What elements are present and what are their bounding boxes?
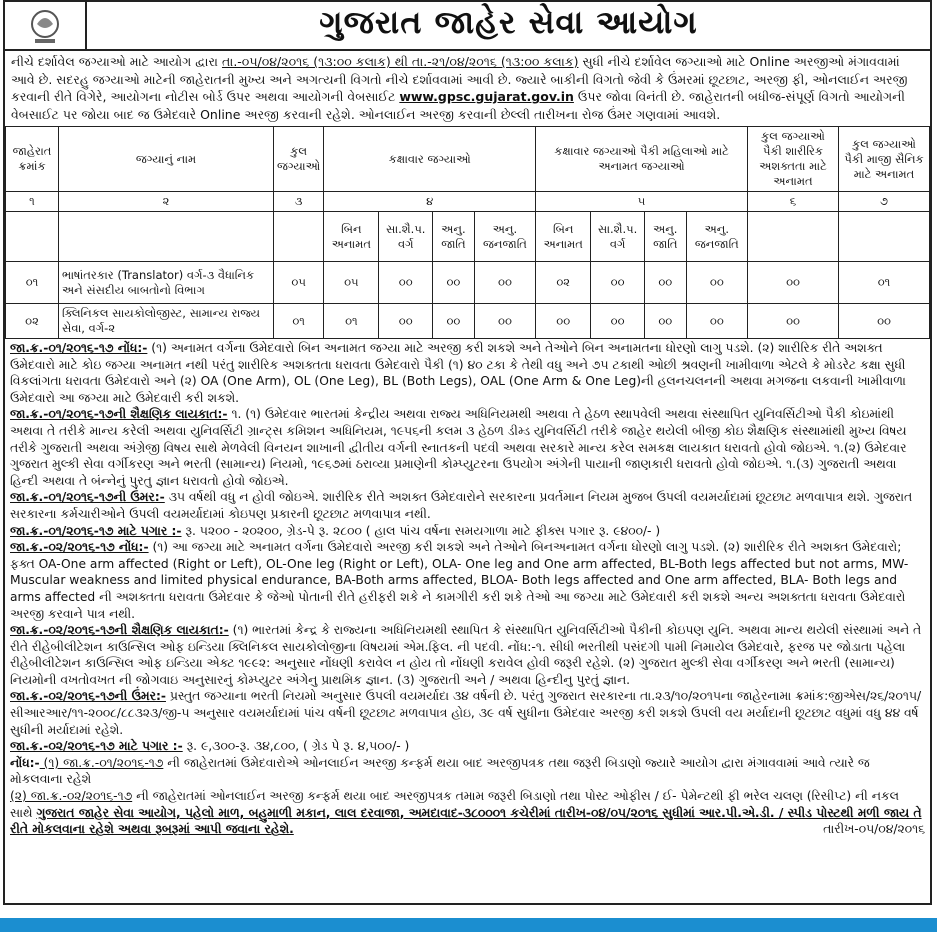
note-text: ની જાહેરાતમાં ઓનલાઈન અરજી કન્ફર્મ થયા બાદ અરજીપત્રક તમામ જરૂરી બિડાણો તથા પોસ્ટ ઓફીસ / ઈ- પેમેન્ટથી ફી ભરેલ ચલણ (રિસીપ્ટ) ની નકલ સાથે: [10, 789, 899, 820]
cell-value: ૦૨: [536, 262, 591, 304]
note-label: નોંધ:-: [10, 755, 40, 770]
subheader-row: [6, 212, 930, 262]
note-label: જા.ક્ર.-૦૨/૨૦૧૬-૧૭ની શૈક્ષણિક લાયકાત:-: [10, 623, 229, 638]
cell-post-name: ક્લિનિકલ સાયકોલોજીસ્ટ, સામાન્ય રાજ્ય સેવા, વર્ગ-૨: [59, 304, 274, 339]
cell-value: ૦૦: [748, 262, 839, 304]
note-label: જા.ક્ર.-૦૧/૨૦૧૬-૧૭ની ઉંમર:-: [10, 490, 165, 505]
note-text: રૂ. ૫૨૦૦ - ૨૦૨૦૦, ગ્રેડ-પે રૂ. ૨૮૦૦ ( હાલ પાંચ વર્ષના સમયગાળા માટે ફીક્સ પગાર રૂ. ૯૪૦૦/- ): [181, 523, 661, 538]
column-number-row: [6, 192, 930, 212]
cell-value: ૦૦: [686, 304, 747, 339]
column-number: ૧: [6, 192, 59, 212]
website-link[interactable]: www.gpsc.gujarat.gov.in: [399, 89, 574, 104]
note-text: (૧) અનામત વર્ગના ઉમેદવારો બિન અનામત જગ્યા માટે અરજી કરી શકશે અને તેઓને બિન અનામતના ધોરણો લાગુ પડશે. (૨) શારીરિક રીતે અશક્ત ઉમેદવારો માટે કોઇ જગ્યા અનામત નથી પરંતુ શારીરિક અશક્તતા ધરાવતા ઉમેદવારો પૈકી (૧) ૪૦ ટકા કે તેથી વધુ અને ૭૫ ટકાથી ઓછી શ્રવણની ખામીવાળા એટલે કે મોડરેટ કક્ષા સુધી વિકલાંગતા ધરાવતા ઉમેદવારો અને (૨) OA (One Arm), OL (One Leg), BL (Both Legs), OAL (One Arm & One Leg)ની હલનચલનની અથવા મગજના લકવાની ખામીવાળા ઉમેદવારો આ જગ્યા માટે ઉમેદવારી કરી શકશે.: [10, 341, 906, 405]
cell-value: ૦૦: [474, 262, 535, 304]
cell-post-name: ભાષાંતરકાર (Translator) વર્ગ-૩ વૈધાનિક અને સંસદીય બાબતોનો વિભાગ: [59, 262, 274, 304]
note-label: જા.ક્ર.-૦૧/૨૦૧૬-૧૭ નોંધ:-: [10, 341, 148, 355]
cell-value: ૦૦: [686, 262, 747, 304]
gpsc-logo: [5, 2, 87, 49]
note-label: જા.ક્ર.-૦૨/૨૦૧૬-૧૭ નોંધ:-: [10, 540, 149, 555]
table-row: [6, 262, 930, 304]
subheader-cell: સા.શૈ.પ. વર્ગ: [591, 212, 645, 262]
header: [5, 2, 930, 51]
page-title: ગુજરાત જાહેર સેવા આયોગ: [319, 3, 698, 41]
cell-value: ૦૦: [748, 304, 839, 339]
note-text: ૧. (૧) ઉમેદવાર ભારતમાં કેન્દ્રીય અથવા રાજ્ય અધિનિયમથી અથવા તે હેઠળ સ્થાપવેલી અથવા સંસ્થાપિત યુનિવર્સિટીઓ પૈકી કોઇમાંથી અથવા તે તરીકે માન્ય કરેલી અથવા યુનિવર્સિટી ગ્રાન્ટ્સ કમિશન અધિનિયમ, ૧૯૫૬ની કલમ ૩ હેઠળ ડીમ્ડ યુનિવર્સિટી તરીકે જાહેર થયેલી બીજી કોઇ શૈક્ષણિક સંસ્થામાંથી મુખ્ય વિષય તરીકે ગુજરાતી અથવા અંગ્રેજી વિષય સાથે મેળવેલી વિનયન શાખાની દ્વીતીય વર્ગની સ્નાતકની પદવી અથવા સરકારે માન્ય કરેલ સમકક્ષ લાયકાત ધરાવતો હોવો જોઇએ. ૧.(૨) ઉમેદવાર ગુજરાત મુલ્કી સેવા વર્ગીકરણ અને ભરતી (સામાન્ય) નિયમો, ૧૯૬૭માં ઠરાવ્યા પ્રમાણેની કોમ્પ્યુટરના ઉપયોગ અંગેની પાયાની જાણકારી ધરાવતો હોવો જોઇએ. ૧.(૩) ગુજરાતી અથવા હિન્દી અથવા તે બંન્નેનું પુરતુ જ્ઞાન ધરાવતો હોવો જોઇએ.: [10, 407, 907, 488]
header-cell: કુલ જગ્યાઓ: [274, 127, 324, 192]
column-number: ૬: [748, 192, 839, 212]
subheader-cell: સા.શૈ.પ. વર્ગ: [379, 212, 433, 262]
header-cell: કુલ જગ્યાઓ પૈકી શારીરિક અશક્તતા માટે અનામત: [748, 127, 839, 192]
cell-value: ૦૦: [591, 262, 645, 304]
cell-value: ૦૦: [433, 304, 475, 339]
table-header-row: [6, 127, 930, 192]
header-cell: જગ્યાનું નામ: [59, 127, 274, 192]
cell-value: ૦૦: [644, 304, 686, 339]
note-text: ૩૫ વર્ષથી વધુ ન હોવી જોઇએ. શારીરિક રીતે અશક્ત ઉમેદવારોને સરકારના પ્રવર્તમાન નિયમ મુજબ ઉપલી વયમર્યાદામાં છૂટછાટ મળવાપાત્ર થશે. ગુજરાત સરકારના કર્મચારીઓને ઉપલી વયમર્યાદામાં કોઇપણ પ્રકારની છૂટછાટ મળવાપાત્ર નથી.: [10, 490, 913, 521]
note-ref: (૨) જા.ક્ર.-૦૨/૨૦૧૬-૧૭: [10, 789, 133, 804]
vacancy-table: [5, 126, 930, 339]
emblem-icon: [25, 6, 65, 46]
footer-note-2: [10, 788, 925, 838]
cell-value: ૦૧: [839, 262, 930, 304]
cell-value: ૦૦: [474, 304, 535, 339]
office-address: ગુજરાત જાહેર સેવા આયોગ, પહેલો માળ, બહુમાળી મકાન, લાલ દરવાજા, અમદાવાદ-૩૮૦૦૦૧ કચેરીમાં તારીખ-૦૪/૦૫/૨૦૧૬ સુધીમાં આર.પી.એ.ડી. / સ્પીડ પોસ્ટથી મળી જાય તે રીતે મોકલવાના રહેશે અથવા રૂબરૂમાં આપી જવાના રહેશે.: [10, 805, 922, 837]
publish-date: તારીખ-૦૫/૦૪/૨૦૧૬: [823, 822, 925, 837]
cell-total: ૦૧: [274, 304, 324, 339]
note-label: જા.ક્ર.-૦૧/૨૦૧૬-૧૭ની શૈક્ષણિક લાયકાત:-: [10, 407, 228, 422]
note-paragraph: [10, 406, 925, 489]
column-number: ૩: [274, 192, 324, 212]
subheader-cell: અનુ. જાતિ: [433, 212, 475, 262]
cell-value: ૦૧: [324, 304, 379, 339]
bottom-bar: [0, 918, 937, 932]
header-cell: કક્ષાવાર જગ્યાઓ પૈકી મહિલાઓ માટે અનામત જગ્યાઓ: [536, 127, 748, 192]
subheader-cell: બિન અનામત: [536, 212, 591, 262]
cell-total: ૦૫: [274, 262, 324, 304]
cell-value: ૦૦: [591, 304, 645, 339]
note-text: ની જાહેરાતમાં ઉમેદવારોએ ઓનલાઈન અરજી કન્ફર્મ થયા બાદ અરજીપત્રક તથા જરૂરી બિડાણો જ્યારે આયોગ દ્વારા મંગાવવામાં આવે ત્યારે જ મોકલવાના રહેશે: [10, 755, 870, 787]
cell-value: ૦૫: [324, 262, 379, 304]
header-cell: જાહેરાત ક્રમાંક: [6, 127, 59, 192]
note-text: (૧) આ જગ્યા માટે અનામત વર્ગના ઉમેદવારો અરજી કરી શકશે અને તેઓને બિનઅનામત વર્ગના ધોરણો લાગુ પડશે. (૨) શારીરિક રીતે અશક્ત ઉમેદવારો; ફક્ત OA-One arm affected (Right or Left), OL-One leg (Right or Left), OLA- One leg and One arm affected, BL-Both legs affected but not arms, MW-Muscular weakness and limited physical endurance, BA-Both arms affected, BLOA- Both legs affected and One arm affected, BLA- Both legs and arms affected ની અશક્તતા ધરાવતા ઉમેદવાર કે જેઓ પોતાની રીતે હરીફરી શકે ને કામગીરી કરી શકે તેઓ આ જગ્યા માટે ઉમેદવારી કરી શકશે અન્ય અશક્તતા ધરાવતા ઉમેદવારો અરજી કરવાને પાત્ર નથી.: [10, 540, 909, 621]
note-paragraph: [10, 340, 925, 406]
column-number: ૭: [839, 192, 930, 212]
empty-cell: [839, 212, 930, 262]
cell-no: ૦૨: [6, 304, 59, 339]
intro-text: ઉપર જોવા વિનંતી છે. જાહેરાતની બધીજ-સંપૂર્ણ વિગતો આયોગની વેબસાઈટ પર જોયા બાદ જ ઉમેદવારે Online અરજી કરવાની રહેશે. ઓનલાઈન અરજી કરવાની છેલ્લી તારીખના રોજ ઉંમર ગણવામાં આવશે.: [11, 89, 905, 122]
cell-value: ૦૦: [433, 262, 475, 304]
empty-cell: [6, 212, 59, 262]
cell-value: ૦૦: [839, 304, 930, 339]
note-paragraph: [10, 539, 925, 622]
empty-cell: [748, 212, 839, 262]
footer-note-1: [10, 755, 925, 788]
note-text: (૧) ભારતમાં કેન્દ્ર કે રાજ્યના અધિનિયમથી સ્થાપિત કે સંસ્થાપિત યુનિવર્સિટીઓ પૈકીની કોઇપણ યુનિ. અથવા માન્ય થયેલી સંસ્થામાં અને તે રીતે રીહેબીલીટેશન કાઉન્સિલ ઓફ ઇન્ડિયા ક્લિનિકલ સાયકોલોજીના વિષયમાં એમ.ફિલ. ની પદવી. નોંધ:-૧. સીધી ભરતીથી પસંદગી પામી નિમાયેલ ઉમેદવારે, ફરજ પર જોડાતા પહેલા રીહેબીલીટેશન કાઉન્સિલ ઓફ ઇન્ડિયા એક્ટ ૧૯૯૨: અનુસાર નોંધણી કરાવેલ ન હોય તો નોંધણી કરાવેલ હોવી જરૂરી રહેશે. (૨) ગુજરાત મુલ્કી સેવા વર્ગીકરણ અને ભરતી (સામાન્ય) નિયમોની વખતોવખત ની જોગવાઇ અનુસારનું કોમ્પ્યુટર અંગેનુ પ્રાથમિક જ્ઞાન. (૩) ગુજરાતી અને / અથવા હિન્દીનુ પુરતું જ્ઞાન.: [10, 623, 922, 687]
column-number: ૪: [324, 192, 536, 212]
empty-cell: [59, 212, 274, 262]
subheader-cell: અનુ. જનજાતિ: [686, 212, 747, 262]
note-paragraph: [10, 688, 925, 738]
note-ref: (૧) જા.ક્ર.-૦૧/૨૦૧૬-૧૭: [39, 755, 164, 770]
note-text: રૂ. ૯,૩૦૦-રૂ. ૩૪,૮૦૦, ( ગ્રેડ પે રૂ. ૪,૫૦૦/- ): [182, 739, 410, 754]
header-cell: કુલ જગ્યાઓ પૈકી માજી સૈનિક માટે અનામત: [839, 127, 930, 192]
empty-cell: [274, 212, 324, 262]
subheader-cell: અનુ. જનજાતિ: [474, 212, 535, 262]
note-paragraph: [10, 622, 925, 688]
intro-paragraph: [5, 51, 930, 126]
cell-value: ૦૦: [536, 304, 591, 339]
cell-value: ૦૦: [379, 262, 433, 304]
intro-text: સુધી નીચે દર્શાવેલ જગ્યાઓ માટે Online અરજીઓ મંગાવવામાં આવે છે. સદરહુ જગ્યાઓ માટેની જાહેરાતની મુખ્ય અને અગત્યની વિગતો નીચે દર્શાવવામાં આવી છે. જ્યારે બાકીની વિગતો જેવી કે ઉંમરમાં છૂટછાટ, અરજી ફી, ઓનલાઈન અરજી કરવાની રીતે વિગેરે, આયોગના નોટીસ બોર્ડ ઉપર અથવા આયોગની વેબસાઈટ: [11, 54, 908, 104]
column-number: ૨: [59, 192, 274, 212]
advertisement: [3, 0, 932, 905]
cell-value: ૦૦: [379, 304, 433, 339]
cell-no: ૦૧: [6, 262, 59, 304]
note-text: પ્રસ્તુત જગ્યાના ભરતી નિયમો અનુસાર ઉપલી વયમર્યાદા ૩૪ વર્ષની છે. પરંતુ ગુજરાત સરકારના તા.૨૩/૧૦/૨૦૧૫ના જાહેરનામા ક્રમાંક:જીએસ/૨૬/૨૦૧૫/સીઆરઆર/૧૧-૨૦૦૮/૮૮૩૨૩/જી-૫ અનુસાર વયમર્યાદામાં પાંચ વર્ષની છૂટછાટ મળવાપાત્ર હોઇ, ૩૯ વર્ષ સુધીના ઉમેદવાર અરજી કરી શકશે ઉપલી વય મર્યાદાની છૂટછાટ વધુમાં વધુ ૪૪ વર્ષ સુધીની મર્યાદામાં રહેશે.: [10, 689, 922, 737]
application-dates: તા.-૦૫/૦૪/૨૦૧૬ (૧૩:૦૦ કલાક) થી તા.-૨૧/૦૪/૨૦૧૬ (૧૩:૦૦ કલાક): [221, 54, 579, 69]
subheader-cell: બિન અનામત: [324, 212, 379, 262]
cell-value: ૦૦: [644, 262, 686, 304]
note-label: જા.ક્ર.-૦૧/૨૦૧૬-૧૭ માટે પગાર :-: [10, 523, 182, 538]
header-cell: કક્ષાવાર જગ્યાઓ: [324, 127, 536, 192]
note-label: જા.ક્ર.-૦૨/૨૦૧૬-૧૭ની ઉંમર:-: [10, 689, 166, 704]
note-paragraph: [10, 489, 925, 522]
note-label: જા.ક્ર.-૦૨/૨૦૧૬-૧૭ માટે પગાર :-: [10, 739, 183, 754]
notes-section: [5, 339, 930, 839]
note-paragraph: [10, 523, 925, 540]
intro-text: નીચે દર્શાવેલ જગ્યાઓ માટે આયોગ દ્વારા: [11, 54, 222, 69]
note-paragraph: [10, 738, 925, 755]
subheader-cell: અનુ. જાતિ: [644, 212, 686, 262]
column-number: ૫: [536, 192, 748, 212]
table-row: [6, 304, 930, 339]
